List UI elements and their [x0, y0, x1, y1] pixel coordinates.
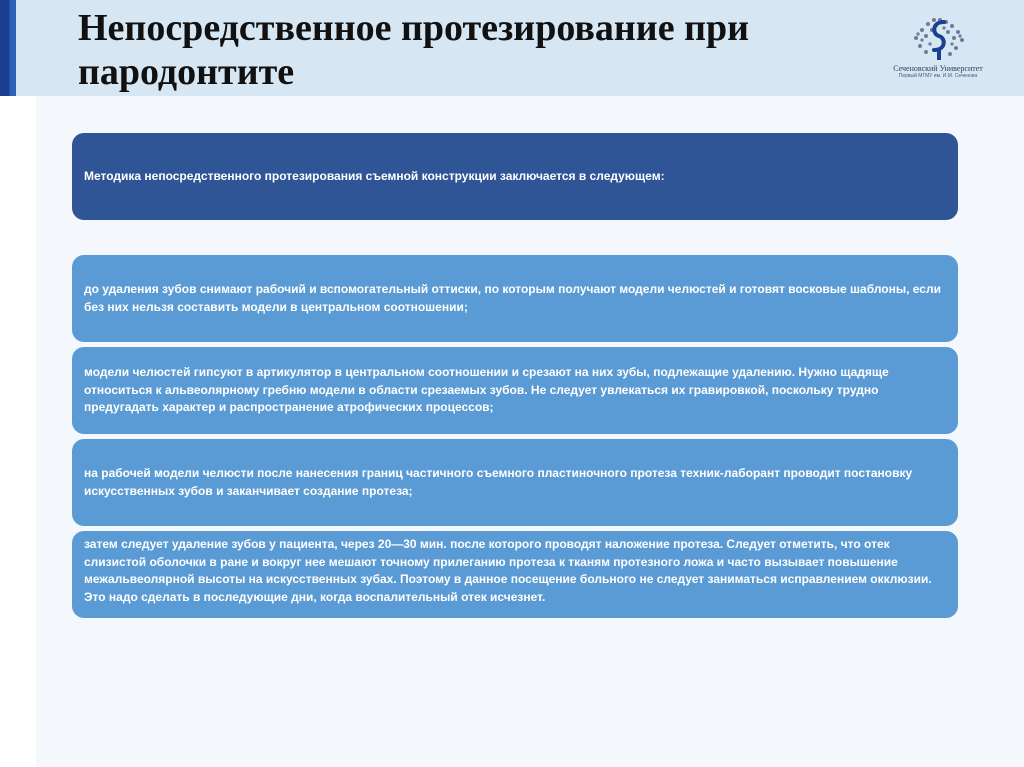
step-box-4 [72, 531, 958, 618]
logo-caption: Сеченовский Университет [893, 64, 983, 73]
slide-title: Непосредственное протезирование при пародонтите [78, 7, 749, 93]
logo-subcaption: Первый МГМУ им. И.М. Сеченова [898, 73, 978, 79]
step-box-2 [72, 347, 958, 434]
step-text-3: на рабочей модели челюсти после нанесения границ частичного съемного пластиночного протеза техник-лаборант проводит постановку искусственных зубов и заканчивает создание протеза; [84, 466, 913, 498]
header-accent-stripe [0, 0, 16, 96]
step-text-2: модели челюстей гипсуют в артикулятор в центральном соотношении и срезают на них зубы, подлежащие удалению. Нужно щадяще относиться к альвеолярному гребню модели в области срезаемых зубов. Не следует увлекаться их гравировкой, поскольку трудно предугадать характер и распространение атрофических процессов; [84, 365, 889, 415]
intro-text: Методика непосредственного протезирования съемной конструкции заключается в следующем: [84, 168, 665, 183]
step-box-3 [72, 439, 958, 526]
university-emblem-icon [876, 8, 1000, 64]
step-box-1 [72, 255, 958, 342]
university-logo [876, 8, 1000, 86]
step-text-1: до удаления зубов снимают рабочий и вспомогательный оттиски, по которым получают модели челюстей и готовят восковые шаблоны, если без них нельзя составить модели в центральном соотношении; [84, 282, 941, 314]
step-text-4: затем следует удаление зубов у пациента, через 20—30 мин. после которого проводят наложение протеза. Следует отметить, что отек слизистой оболочки в ране и вокруг нее мешают точному прилеганию протеза к тканям протезного ложа и часто вызывает повышение межальвеолярной высоты на искусственных зубах. Поэтому в данное посещение больного не следует заниматься исправлением окклюзии. Это надо сделать в последующие дни, когда воспалительный отек исчезнет. [84, 537, 932, 604]
slide-header [0, 0, 1024, 96]
intro-box [72, 133, 958, 220]
